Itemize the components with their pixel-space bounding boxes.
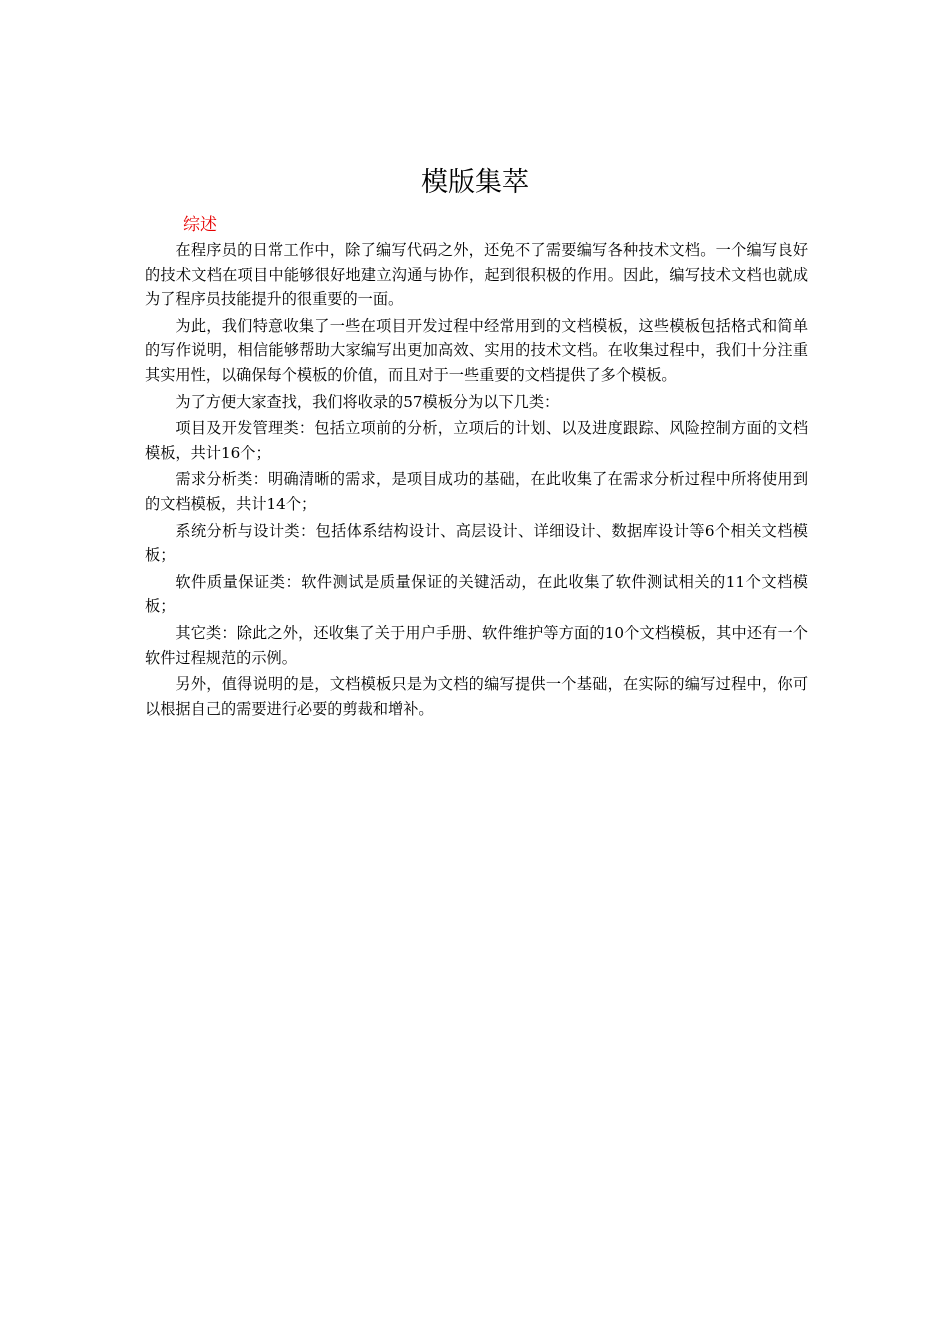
paragraph-intro: 在程序员的日常工作中，除了编写代码之外，还免不了需要编写各种技术文档。一个编写良好的技术文档在项目中能够很好地建立沟通与协作，起到很积极的作用。因此，编写技术文档也就成为了程序员技能提升的很重要的一面。	[145, 241, 808, 309]
paragraph-category-design: 系统分析与设计类：包括体系结构设计、高层设计、详细设计、数据库设计等6个相关文档模板；	[145, 521, 808, 565]
page-title: 模版集萃	[421, 167, 529, 198]
paragraph-categories-intro: 为了方便大家查找，我们将收录的57模板分为以下几类：	[175, 392, 560, 411]
paragraph-category-other: 其它类：除此之外，还收集了关于用户手册、软件维护等方面的10个文档模板，其中还有一个软件过程规范的示例。	[145, 623, 808, 667]
paragraph-category-project-management: 项目及开发管理类：包括立项前的分析，立项后的计划、以及进度跟踪、风险控制方面的文档模板，共计16个；	[145, 419, 808, 462]
body-text	[145, 238, 808, 723]
section-heading: 综述	[183, 215, 217, 235]
paragraph-purpose: 为此，我们特意收集了一些在项目开发过程中经常用到的文档模板，这些模板包括格式和简单的写作说明，相信能够帮助大家编写出更加高效、实用的技术文档。在收集过程中，我们十分注重其实用性，以确保每个模板的价值，而且对于一些重要的文档提供了多个模板。	[145, 316, 808, 384]
paragraph-category-requirements: 需求分析类：明确清晰的需求，是项目成功的基础，在此收集了在需求分析过程中所将使用到的文档模板，共计14个；	[145, 470, 808, 513]
paragraph-category-quality: 软件质量保证类：软件测试是质量保证的关键活动，在此收集了软件测试相关的11个文档模板；	[145, 572, 808, 616]
paragraph-closing-note: 另外，值得说明的是，文档模板只是为文档的编写提供一个基础，在实际的编写过程中，你可以根据自己的需要进行必要的剪裁和增补。	[145, 675, 808, 718]
